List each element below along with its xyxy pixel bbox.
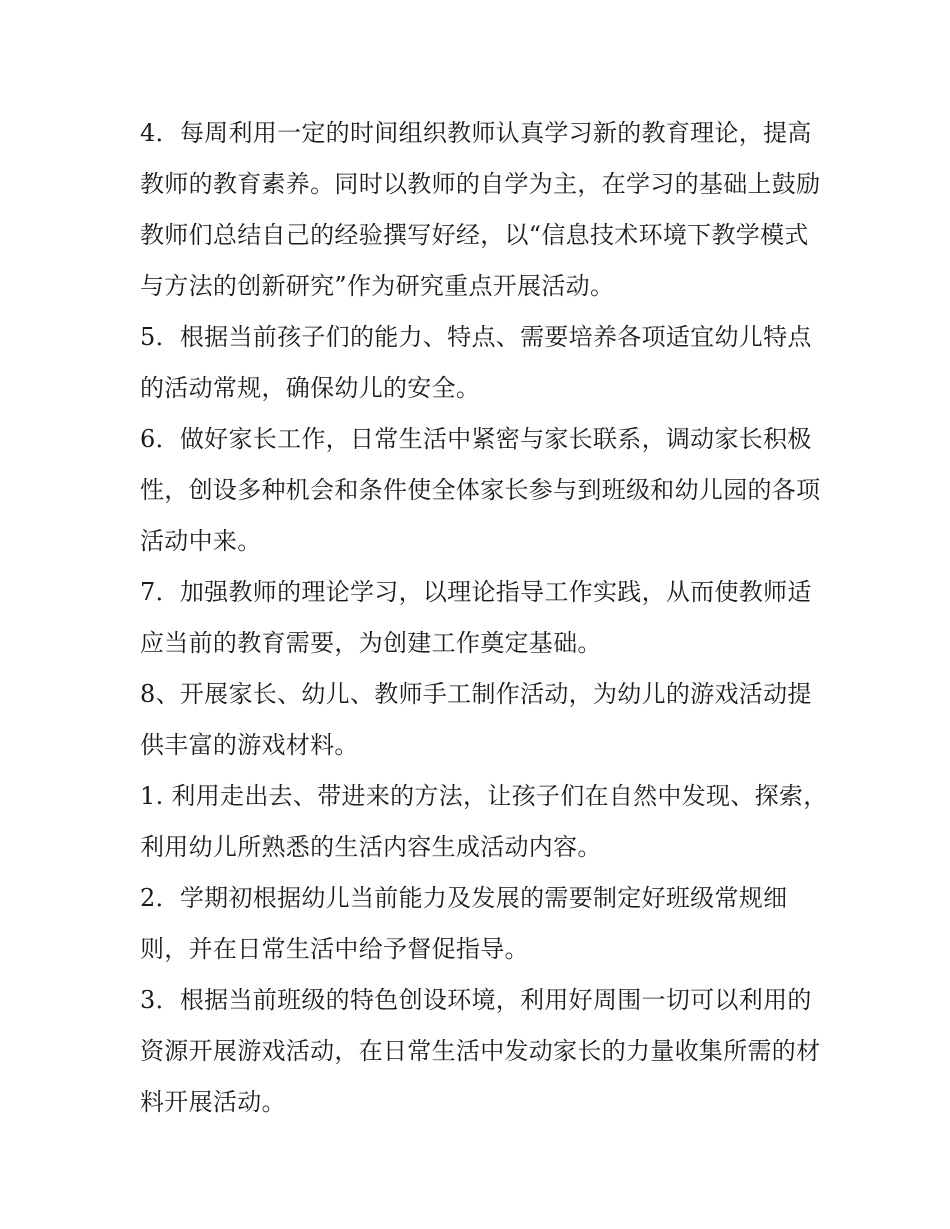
paragraph-item-3: 3．根据当前班级的特色创设环境，利用好周围一切可以利用的资源开展游戏活动，在日常生活中发动家长的力量收集所需的材料开展活动。 [140,986,821,1116]
paragraph-item-7: 7．加强教师的理论学习，以理论指导工作实践，从而使教师适应当前的教育需要，为创建工作奠定基础。 [140,578,812,657]
paragraph-item-8: 8、开展家长、幼儿、教师手工制作活动，为幼儿的游戏活动提供丰富的游戏材料。 [140,680,812,759]
paragraph-item-1: 1. 利用走出去、带进来的方法，让孩子们在自然中发现、探索，利用幼儿所熟悉的生活内容生成活动内容。 [140,782,828,861]
document-body [140,108,830,1128]
paragraph-item-5: 5．根据当前孩子们的能力、特点、需要培养各项适宜幼儿特点的活动常规，确保幼儿的安全。 [140,323,812,402]
paragraph-item-2: 2．学期初根据幼儿当前能力及发展的需要制定好班级常规细则，并在日常生活中给予督促指导。 [140,884,788,963]
paragraph-item-6: 6．做好家长工作，日常生活中紧密与家长联系，调动家长积极性，创设多种机会和条件使全体家长参与到班级和幼儿园的各项活动中来。 [140,425,821,555]
paragraph-item-4: 4．每周利用一定的时间组织教师认真学习新的教育理论，提高教师的教育素养。同时以教师的自学为主，在学习的基础上鼓励教师们总结自己的经验撰写好经，以“信息技术环境下教学模式与方法的创新研究”作为研究重点开展活动。 [140,119,821,300]
